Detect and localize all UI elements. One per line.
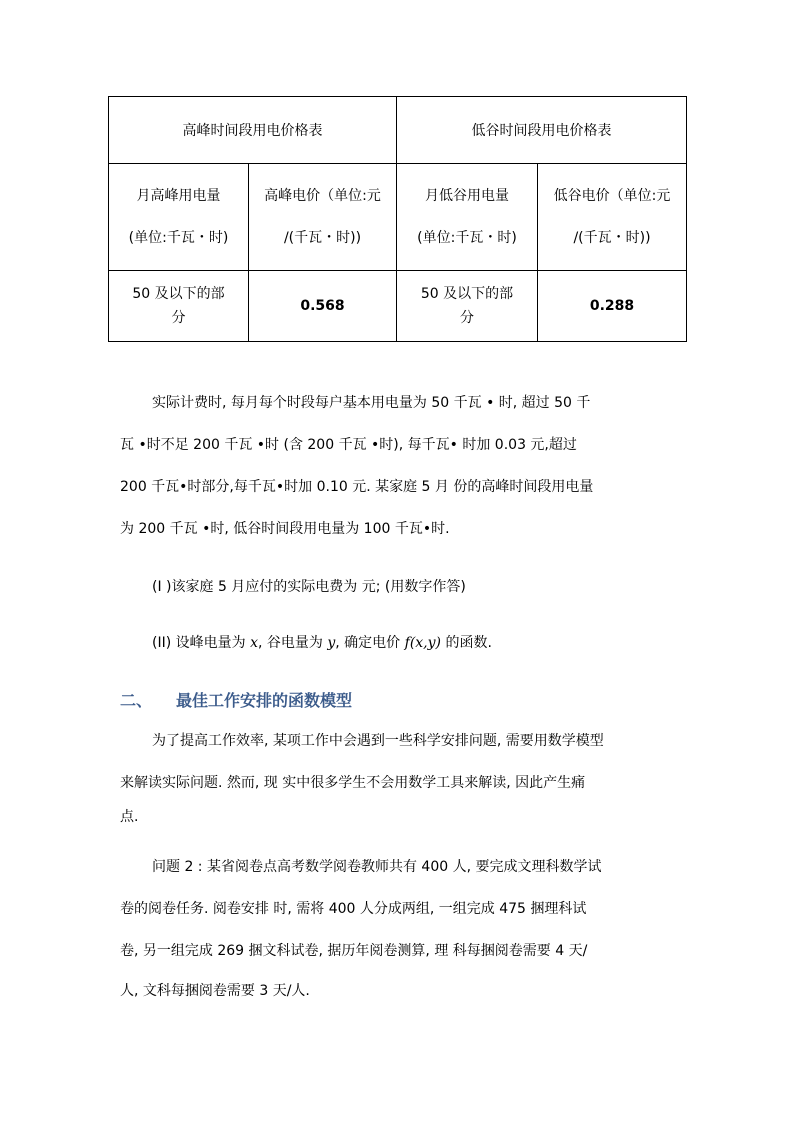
- table-column-header-row: [109, 164, 687, 271]
- electricity-price-table: [108, 96, 687, 342]
- question-2: [152, 632, 492, 652]
- table-row: [109, 271, 687, 342]
- peak-price-value: 0.568: [249, 271, 397, 342]
- valley-usage-header-line1: 月低谷用电量: [425, 188, 509, 204]
- variable-x: x: [250, 635, 258, 651]
- valley-table-title: 低谷时间段用电价格表: [397, 97, 687, 164]
- paragraph1-line3: 200 千瓦•时部分,每千瓦•时加 0.10 元. 某家庭 5 月 份的高峰时间段用电量: [120, 479, 594, 495]
- section-number: 二、: [120, 691, 153, 710]
- valley-range-line1: 50 及以下的部: [420, 286, 514, 302]
- peak-price-header-line1: 高峰电价（单位:元: [264, 188, 381, 204]
- peak-table-title: 高峰时间段用电价格表: [109, 97, 397, 164]
- question-2-suffix: 的函数.: [441, 635, 492, 651]
- paragraph3-line3: 卷, 另一组完成 269 捆文科试卷, 据历年阅卷测算, 理 科每捆阅卷需要 4 天/: [120, 943, 588, 959]
- peak-price-header: [249, 164, 397, 271]
- paragraph3-line1: 问题 2 : 某省阅卷点高考数学阅卷教师共有 400 人, 要完成文理科数学试: [152, 859, 602, 875]
- peak-usage-header: [109, 164, 249, 271]
- valley-price-header-line1: 低谷电价（单位:元: [553, 188, 671, 204]
- valley-price-value: 0.288: [538, 271, 687, 342]
- paragraph2-line2: 来解读实际问题. 然而, 现 实中很多学生不会用数学工具来解读, 因此产生痛: [120, 775, 586, 791]
- variable-y: y: [327, 635, 336, 651]
- peak-price-header-line2: /(千瓦・时)): [283, 230, 362, 246]
- peak-range-line2: 分: [171, 310, 186, 326]
- peak-usage-header-line1: 月高峰用电量: [136, 188, 221, 204]
- paragraph1-line1: 实际计费时, 每月每个时段每户基本用电量为 50 千瓦 • 时, 超过 50 千: [152, 395, 591, 411]
- paragraph1-line4: 为 200 千瓦 •时, 低谷时间段用电量为 100 千瓦•时.: [120, 521, 450, 537]
- valley-range-line2: 分: [460, 310, 474, 326]
- paragraph3-line4: 人, 文科每捆阅卷需要 3 天/人.: [120, 983, 310, 999]
- valley-usage-header-line2: (单位:千瓦・时): [417, 230, 517, 246]
- section-title: 最佳工作安排的函数模型: [176, 691, 353, 710]
- peak-range-cell: [109, 271, 249, 342]
- table-header-row: [109, 97, 687, 164]
- peak-range-line1: 50 及以下的部: [132, 286, 225, 302]
- peak-usage-header-line2: (单位:千瓦・时): [128, 230, 229, 246]
- question-1: (I )该家庭 5 月应付的实际电费为 元; (用数字作答): [152, 579, 466, 595]
- question-2-mid2: , 确定电价: [335, 635, 405, 651]
- valley-price-header: [538, 164, 687, 271]
- paragraph2-line3: 点.: [120, 809, 139, 825]
- paragraph2-line1: 为了提高工作效率, 某项工作中会遇到一些科学安排问题, 需要用数学模型: [152, 733, 604, 749]
- valley-range-cell: [397, 271, 538, 342]
- question-2-mid1: , 谷电量为: [258, 635, 328, 651]
- section-heading: [120, 688, 352, 711]
- paragraph3-line2: 卷的阅卷任务. 阅卷安排 时, 需将 400 人分成两组, 一组完成 475 捆理科试: [120, 901, 587, 917]
- function-f: f(x,y): [404, 635, 442, 651]
- question-2-prefix: (II) 设峰电量为: [152, 635, 251, 651]
- valley-price-header-line2: /(千瓦・时)): [573, 230, 651, 246]
- paragraph1-line2: 瓦 •时不足 200 千瓦 •时 (含 200 千瓦 •时), 每千瓦• 时加 0.03 元,超过: [120, 437, 577, 453]
- valley-usage-header: [397, 164, 538, 271]
